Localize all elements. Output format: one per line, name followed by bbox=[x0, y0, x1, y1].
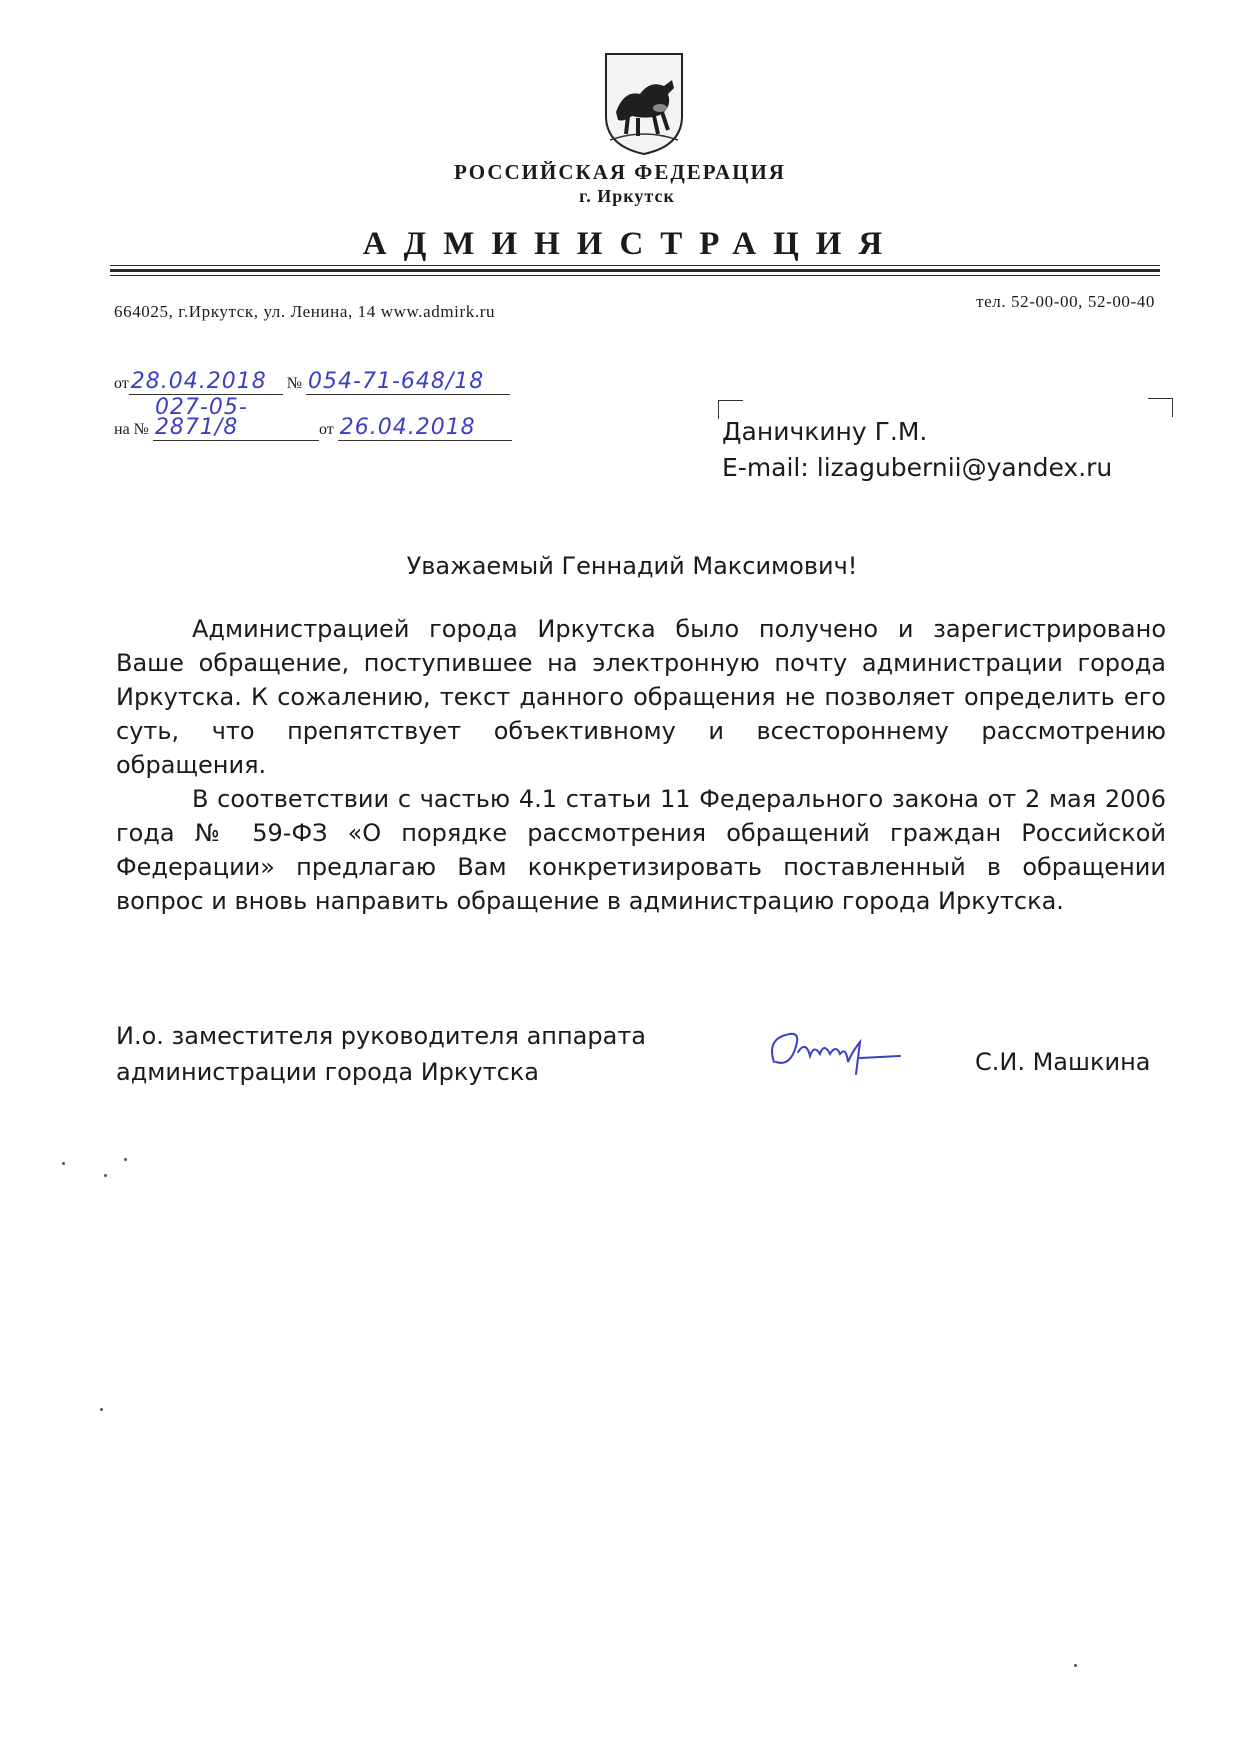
addressee-corner-right bbox=[1148, 398, 1173, 417]
institution-heading: АДМИНИСТРАЦИЯ bbox=[362, 226, 900, 262]
signatory-name: С.И. Машкина bbox=[975, 1048, 1151, 1076]
scan-speck bbox=[100, 1408, 103, 1411]
paragraph-2: В соответствии с частью 4.1 статьи 11 Федерального закона от 2 мая 2006 года № 59-ФЗ «О порядке рассмотрения обращений граждан Российской Федерации» предлагаю Вам конкретизировать поставленный в обращении вопрос и вновь направить обращение в администрацию города Иркутска. bbox=[116, 785, 1166, 915]
scan-speck bbox=[124, 1158, 127, 1161]
scan-speck bbox=[104, 1174, 107, 1177]
letter-body bbox=[116, 612, 1166, 918]
addressee-block bbox=[722, 414, 1112, 486]
number-label: № bbox=[286, 375, 303, 392]
paragraph-1: Администрацией города Иркутска было получено и зарегистрировано Ваше обращение, поступившее на электронную почту администрации города Иркутска. К сожалению, текст данного обращения не позволяет определить его суть, что препятствует объективному и всестороннему рассмотрению обращения. bbox=[116, 615, 1166, 779]
signatory-title-line2: администрации города Иркутска bbox=[116, 1058, 539, 1086]
institution-phone: тел. 52-00-00, 52-00-40 bbox=[976, 292, 1155, 311]
handwritten-signature bbox=[760, 1022, 910, 1078]
outgoing-registration bbox=[114, 369, 510, 395]
scan-speck bbox=[1074, 1664, 1077, 1667]
irkutsk-coat-of-arms-icon bbox=[602, 50, 686, 156]
addressee-name: Даничкину Г.М. bbox=[722, 417, 928, 446]
country-heading: РОССИЙСКАЯ ФЕДЕРАЦИЯ bbox=[454, 160, 786, 184]
signatory-title bbox=[116, 1018, 646, 1090]
signatory-title-line1: И.о. заместителя руководителя аппарата bbox=[116, 1022, 647, 1050]
reply-from-label: от bbox=[318, 421, 334, 438]
from-label: от bbox=[114, 375, 129, 392]
scan-speck bbox=[62, 1162, 65, 1165]
salutation: Уважаемый Геннадий Максимович! bbox=[406, 552, 858, 580]
reply-date: 26.04.2018 bbox=[339, 415, 476, 440]
institution-address: 664025, г.Иркутск, ул. Ленина, 14 www.admirk.ru bbox=[114, 302, 496, 321]
outgoing-date: 28.04.2018 bbox=[130, 369, 267, 394]
incoming-reference bbox=[114, 395, 512, 441]
outgoing-number: 054-71-648/18 bbox=[308, 369, 485, 394]
reply-number: 027-05-2871/8 bbox=[154, 395, 248, 440]
in-reply-label: на № bbox=[114, 421, 149, 438]
header-divider bbox=[110, 265, 1160, 279]
city-heading: г. Иркутск bbox=[579, 186, 675, 206]
addressee-email: E-mail: lizagubernii@yandex.ru bbox=[722, 453, 1113, 482]
